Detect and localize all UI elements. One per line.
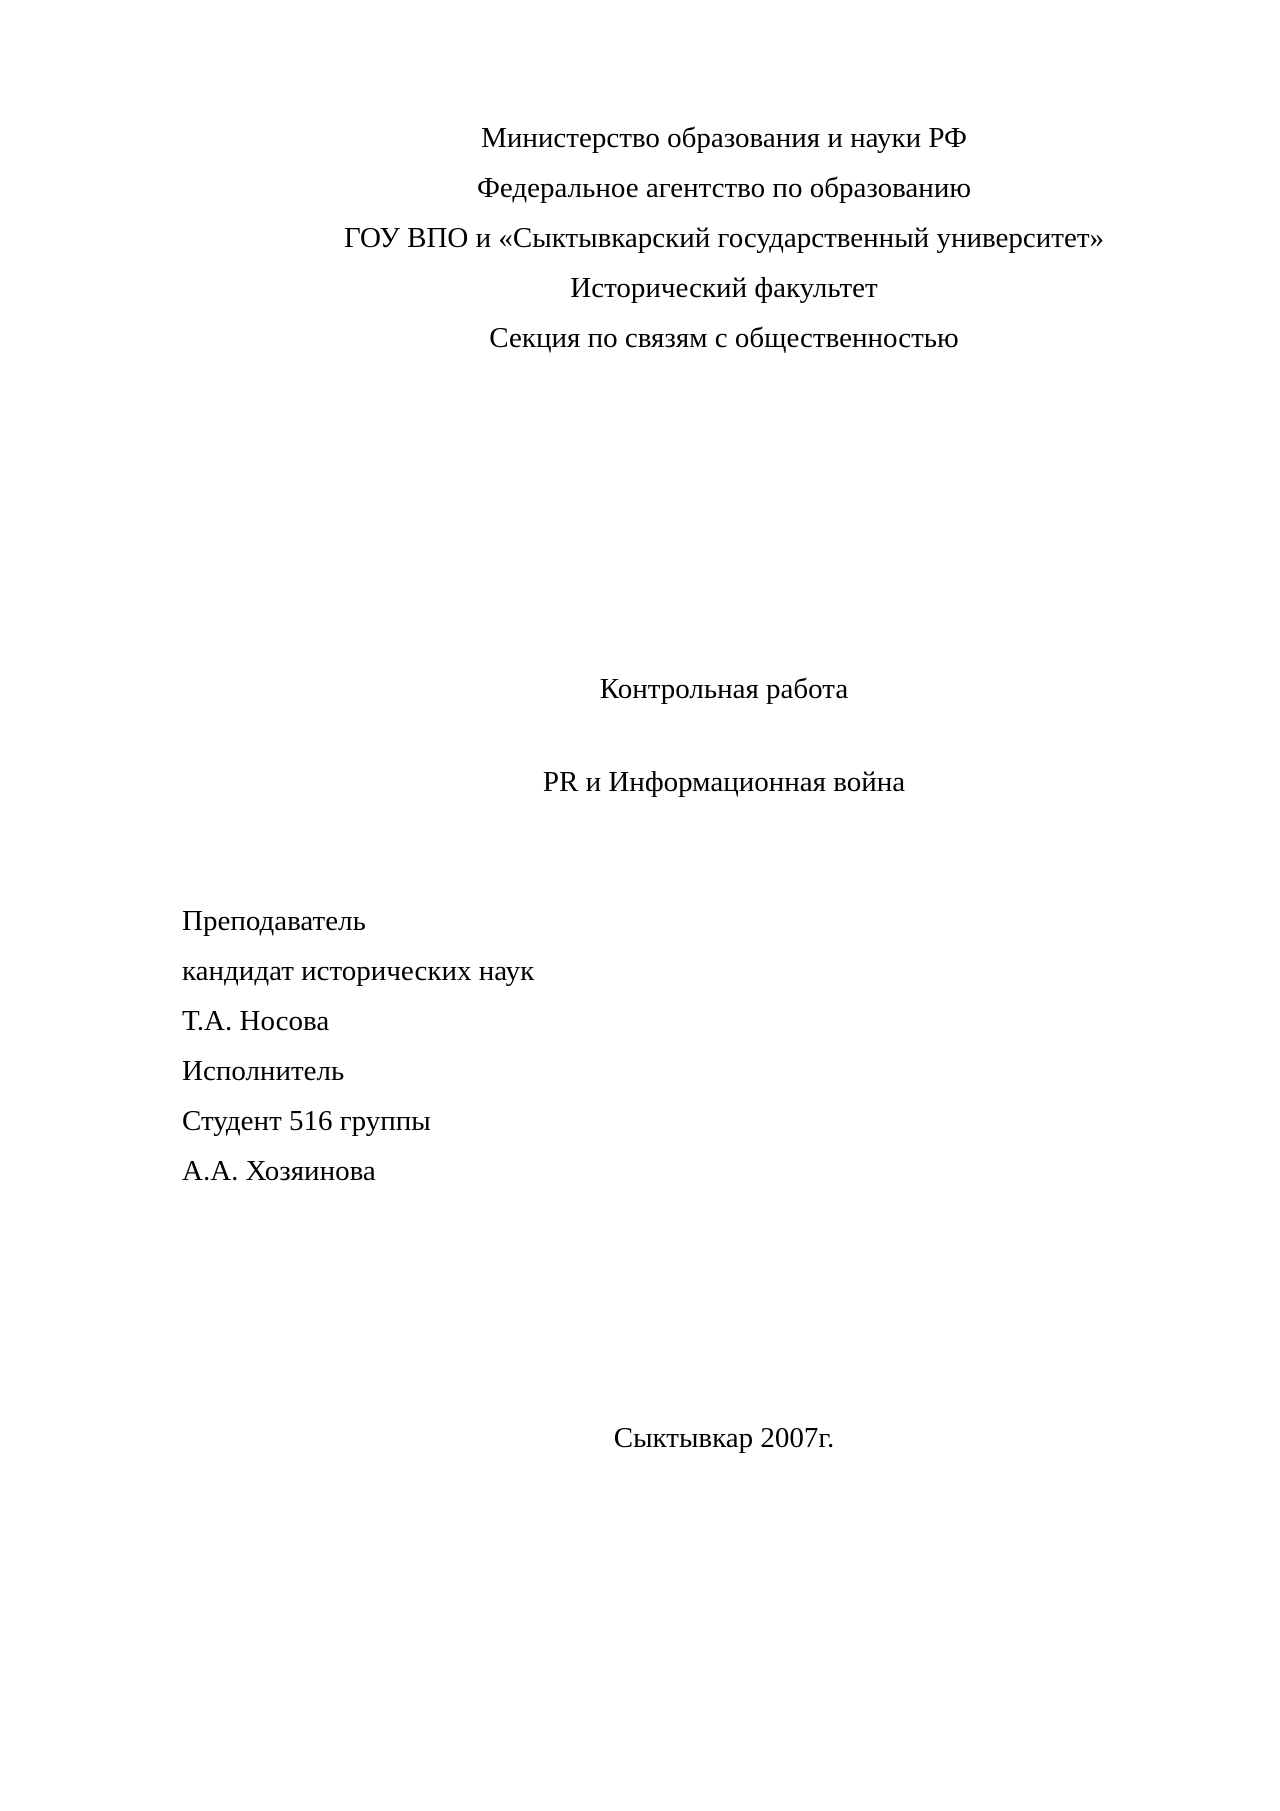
teacher-degree: кандидат исторических наук [182,955,535,987]
teacher-label: Преподаватель [182,905,366,937]
city-year: Сыктывкар 2007г. [613,1422,835,1454]
ministry-line: Министерство образования и науки РФ [481,122,967,154]
work-type-title: Контрольная работа [599,673,849,705]
university-line: ГОУ ВПО и «Сыктывкарский государственный университет» [343,222,1105,254]
agency-line: Федеральное агентство по образованию [476,172,972,204]
student-name: А.А. Хозяинова [182,1155,376,1187]
teacher-name: Т.А. Носова [182,1005,330,1037]
performer-label: Исполнитель [182,1055,345,1087]
faculty-line: Исторический факультет [570,272,878,304]
section-line: Секция по связям с общественностью [489,322,959,354]
topic-title: PR и Информационная война [542,766,906,798]
student-group: Студент 516 группы [182,1105,431,1137]
